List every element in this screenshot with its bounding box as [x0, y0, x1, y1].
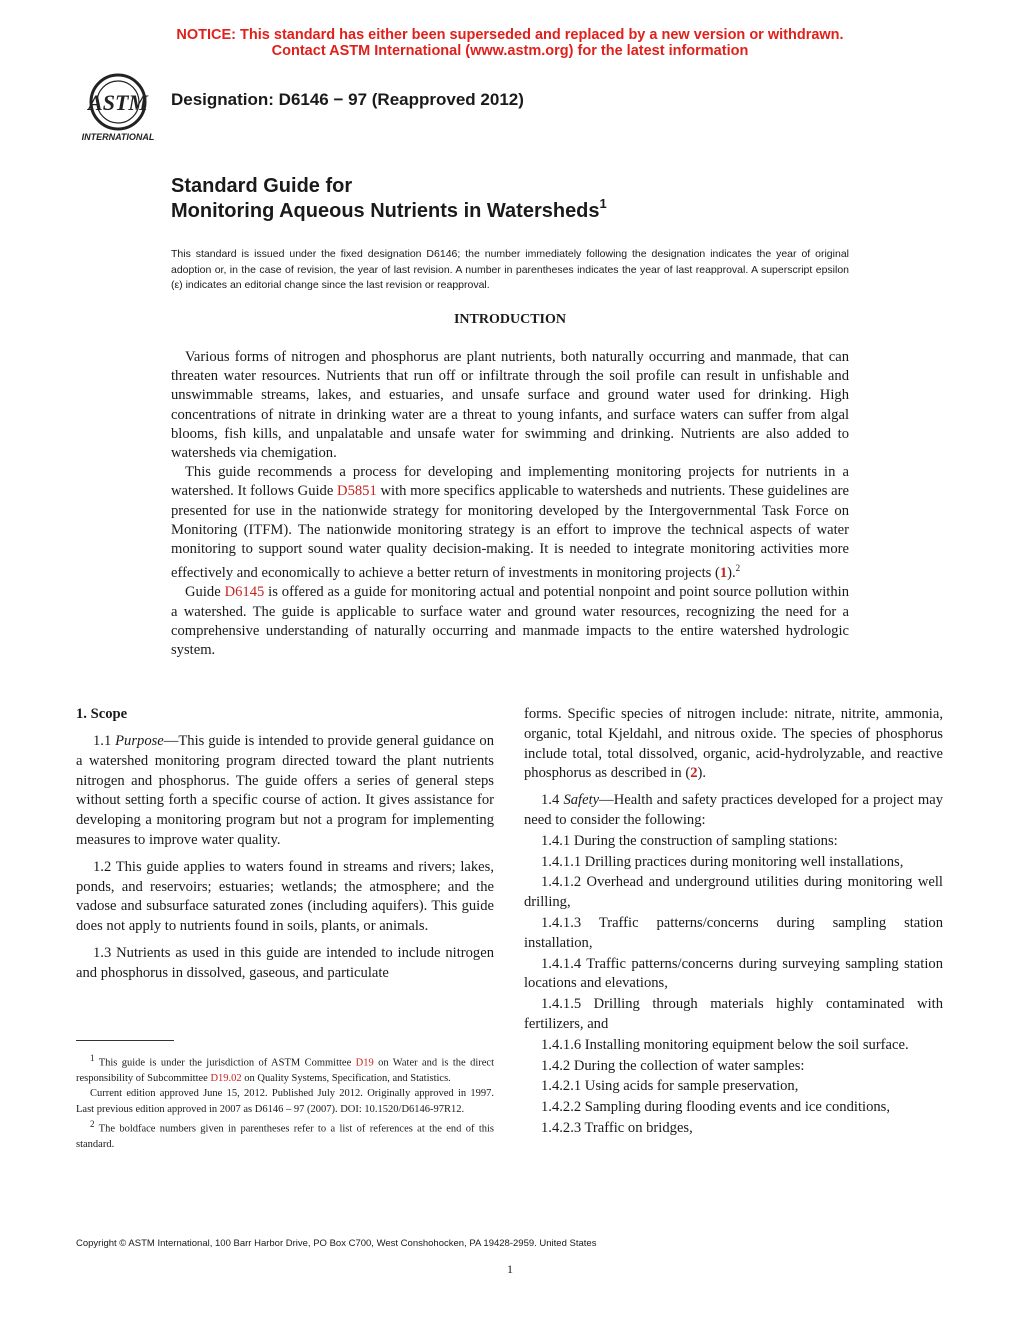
designation: Designation: D6146 − 97 (Reapproved 2012): [171, 90, 524, 109]
logo-wordmark: ASTM: [88, 90, 148, 115]
intro-p2-text-b: with more specifics applicable to watersheds and nutrients. These guidelines are presented for use in the nationwide strategy for monitoring developed by the Intergovernmental Task Force on Monitoring (ITFM). The nationwide monitoring strategy is an effort to improve the technical aspects of water monitoring to support sound water quality decision-making. It is needed to integrate monitoring activities more effectively and economically to achieve a better return of investments in monitoring projects (: [171, 483, 849, 582]
footnote-1-edition: Current edition approved June 15, 2012. Published July 2012. Originally approved in 1997. Last previous edition approved in 2007 as D6146 – 97 (2007). DOI: 10.1520/D6146-97R12.: [76, 1088, 494, 1115]
footnote-1-mark: 1: [90, 1053, 95, 1063]
section-1-3-continued: [524, 705, 943, 784]
introduction-heading: INTRODUCTION: [453, 312, 566, 327]
link-d19[interactable]: D19: [355, 1057, 374, 1069]
intro-paragraph-3: [171, 583, 849, 660]
intro-p2-text-a: This guide recommends a process for developing and implementing monitoring projects for nutrients in a watershed. It follows Guide: [171, 464, 849, 500]
title-line-1: Standard Guide for: [171, 175, 353, 197]
item-1-4-1-5: 1.4.1.5 Drilling through materials highly contaminated with fertilizers, and: [524, 996, 943, 1032]
intro-p3-text-a: Guide: [185, 584, 225, 601]
ref-2-link[interactable]: 2: [690, 765, 698, 782]
item-1-4-2: 1.4.2 During the collection of water samples:: [541, 1057, 805, 1074]
ref-1-link[interactable]: 1: [719, 565, 728, 582]
footnote-rule: [76, 1040, 174, 1041]
intro-p2-text-c: ).: [727, 565, 736, 582]
item-1-4-2-2: 1.4.2.2 Sampling during flooding events and ice conditions,: [541, 1099, 890, 1116]
footnote-2-number: 2: [90, 1119, 95, 1130]
link-d6145[interactable]: D6145: [224, 584, 265, 601]
introduction-body: [171, 348, 849, 660]
intro-paragraph-2: [171, 463, 849, 583]
intro-p3-text-b: is offered as a guide for monitoring actual and potential nonpoint and point source pollution within a watershed. The guide is applicable to surface water and ground water resources, recognizing the need for a comprehensive understanding of naturally occurring and manmade impacts to the entire watershed hydrologic system.: [171, 584, 849, 658]
fn1-text-c: on Quality Systems, Specification, and Statistics.: [241, 1072, 451, 1084]
fn1-text-a: This guide is under the jurisdiction of ASTM Committee: [98, 1057, 356, 1069]
item-1-4-1: 1.4.1 During the construction of sampling stations:: [541, 832, 838, 849]
s1-1-term: Purpose: [115, 733, 164, 749]
fn1-text-b: on Water and is the direct responsibility of Subcommittee: [76, 1057, 494, 1084]
page-number: 1: [507, 1262, 513, 1276]
notice-line-2: Contact ASTM International (www.astm.org) for the latest information: [271, 43, 749, 59]
s1-4-text: —Health and safety practices developed for a project may need to consider the following:: [524, 792, 944, 828]
astm-logo-mark: [76, 72, 160, 144]
item-1-4-1-1: 1.4.1.1 Drilling practices during monitoring well installations,: [541, 853, 904, 870]
left-column: [76, 732, 494, 991]
item-1-4-1-3: 1.4.1.3 Traffic patterns/concerns during sampling station installation,: [524, 914, 943, 951]
s1-3-cont-text-b: ).: [697, 765, 706, 782]
scope-heading: 1. Scope: [76, 706, 128, 722]
s1-1-number: 1.1: [93, 733, 112, 749]
s1-3-cont-text-a: forms. Specific species of nitrogen include: nitrate, nitrite, ammonia, organic, total Kjeldahl, and nitrous oxide. The species of phosphorus include total, total dissolved, organic, acid-hydrolyzable, and reactive phosphorus as described in (: [524, 706, 943, 782]
logo-subtitle: INTERNATIONAL: [81, 132, 155, 142]
section-1-1: [76, 732, 494, 851]
section-1-4: [524, 791, 943, 831]
fn2-text: The boldface numbers given in parentheses refer to a list of references at the end of this standard.: [76, 1123, 495, 1151]
title-text: Monitoring Aqueous Nutrients in Watersheds: [171, 200, 600, 222]
link-d5851[interactable]: D5851: [337, 483, 377, 500]
intro-paragraph-1: Various forms of nitrogen and phosphorus are plant nutrients, both naturally occurring and manmade, that can threaten water resources. Nutrients that run off or infiltrate through the soil profile can result in unfishable and unswimmable streams, lakes, and estuaries, and unsafe surface and ground water used for drinking. High concentrations of nitrate in drinking water are a threat to young infants, and surface waters can suffer from algal blooms, fish kills, and unpalatable and unsafe water for swimming and drinking. Nutrients are also added to watersheds via chemigation.: [171, 349, 849, 462]
footnotes: [76, 1051, 494, 1152]
astm-logo: [76, 72, 160, 144]
item-1-4-2-3: 1.4.2.3 Traffic on bridges,: [541, 1119, 693, 1136]
footnote-2: [76, 1117, 494, 1152]
link-d19-02[interactable]: D19.02: [210, 1072, 242, 1084]
section-1-2: 1.2 This guide applies to waters found in streams and rivers; lakes, ponds, and reservoirs; estuaries; wetlands; the atmosphere; and the vadose and subsurface saturated zones (including aquifers). This guide does not apply to nutrients found in soils, plants, or animals.: [76, 858, 494, 935]
issued-note: This standard is issued under the fixed designation D6146; the number immediately following the designation indicates the year of original adoption or, in the case of revision, the year of last revision. A number in parentheses indicates the year of last reapproval. A superscript epsilon (ε) indicates an editorial change since the last revision or reapproval.: [171, 248, 849, 291]
item-1-4-1-6: 1.4.1.6 Installing monitoring equipment below the soil surface.: [541, 1036, 909, 1053]
s1-4-term: Safety: [563, 792, 600, 809]
s1-4-number: 1.4: [541, 792, 560, 809]
notice-line-1: NOTICE: This standard has either been superseded and replaced by a new version or withdrawn.: [176, 27, 844, 43]
title-line-2: [171, 196, 607, 223]
item-1-4-1-4: 1.4.1.4 Traffic patterns/concerns during surveying sampling station locations and elevations,: [524, 955, 943, 992]
footnote-2-mark: 2: [735, 563, 741, 574]
title-footnote-mark: 1: [599, 196, 607, 211]
item-1-4-2-1: 1.4.2.1 Using acids for sample preservation,: [541, 1078, 799, 1095]
item-1-4-1-2: 1.4.1.2 Overhead and underground utilities during monitoring well drilling,: [524, 874, 943, 911]
copyright: Copyright © ASTM International, 100 Barr Harbor Drive, PO Box C700, West Conshohocken, PA 19428-2959. United States: [76, 1238, 597, 1249]
s1-1-text: —This guide is intended to provide general guidance on a watershed monitoring program directed toward the plant nutrients nitrogen and phosphorus. The guide offers a series of general steps without setting forth a specific course of action. It gives assistance for developing a monitoring program but not a program for implementing measures to improve water quality.: [76, 733, 494, 848]
right-column: [524, 705, 943, 1140]
section-1-3: 1.3 Nutrients as used in this guide are intended to include nitrogen and phosphorus in dissolved, gaseous, and particulate: [76, 944, 494, 981]
footnote-1: [76, 1051, 494, 1086]
